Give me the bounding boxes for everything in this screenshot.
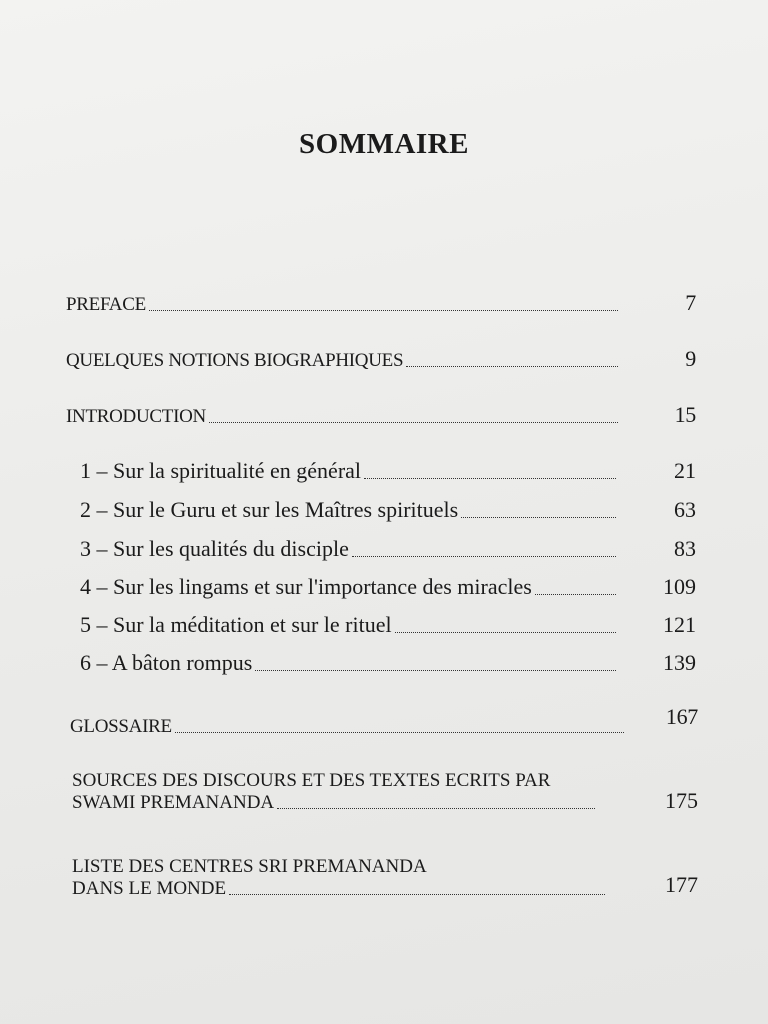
toc-page-number: 175 [665,788,698,813]
toc-label: PREFACE [66,294,146,315]
toc-chapter-6 [80,650,696,676]
dot-leader [255,669,616,671]
toc-page-number: 15 [674,402,696,427]
dot-leader [229,894,605,895]
toc-page-number: 121 [663,612,696,637]
toc-label-line2-row [72,792,698,814]
dot-leader [175,731,624,733]
dot-leader [535,593,616,595]
toc-chapter-5 [80,612,696,638]
toc-label: 2 – Sur le Guru et sur les Maîtres spirituels [80,497,459,522]
dot-leader [395,631,616,633]
toc-page-number: 139 [663,650,696,675]
toc-entry-preface [66,290,696,316]
toc-label-line2-row [72,878,698,900]
dot-leader [209,421,618,423]
toc-label: 5 – Sur la méditation et sur le rituel [80,612,392,637]
dot-leader [364,477,616,479]
toc-chapter-2 [80,497,696,523]
toc-label: 1 – Sur la spiritualité en général [80,458,362,483]
dot-leader [149,309,618,311]
toc-chapter-4 [80,574,696,600]
toc-page-number: 63 [674,497,696,522]
dot-leader [406,365,618,367]
toc-label: 3 – Sur les qualités du disciple [80,536,349,561]
toc-chapter-3 [80,536,696,562]
dot-leader [461,516,616,518]
toc-label: 4 – Sur les lingams et sur l'importance des miracles [80,574,532,599]
toc-entry-centres [72,856,698,916]
dot-leader [352,555,616,557]
toc-page-number: 21 [674,458,696,483]
toc-entry-sources [72,770,698,830]
dot-leader [277,808,595,809]
toc-entry-biographie [66,346,696,372]
toc-label: INTRODUCTION [66,406,206,427]
toc-label: GLOSSAIRE [70,716,172,737]
toc-page-number: 83 [674,536,696,561]
toc-label: QUELQUES NOTIONS BIOGRAPHIQUES [66,350,404,371]
toc-label-line1: SOURCES DES DISCOURS ET DES TEXTES ECRITS PAR [72,770,551,791]
page-title: SOMMAIRE [299,128,469,160]
toc-page-number: 9 [685,346,696,371]
toc-page-number: 177 [665,872,698,897]
toc-label: 6 – A bâton rompus [80,650,253,675]
toc-chapter-1 [80,458,696,484]
toc-page-number: 167 [665,704,698,729]
toc-page-number: 109 [663,574,696,599]
toc-entry-glossaire [70,704,698,738]
toc-page-number: 7 [685,290,696,315]
toc-label-line2: SWAMI PREMANANDA [72,792,275,813]
toc-entry-introduction [66,402,696,428]
toc-label-line1: LISTE DES CENTRES SRI PREMANANDA [72,856,427,877]
toc-label-line2: DANS LE MONDE [72,878,227,899]
